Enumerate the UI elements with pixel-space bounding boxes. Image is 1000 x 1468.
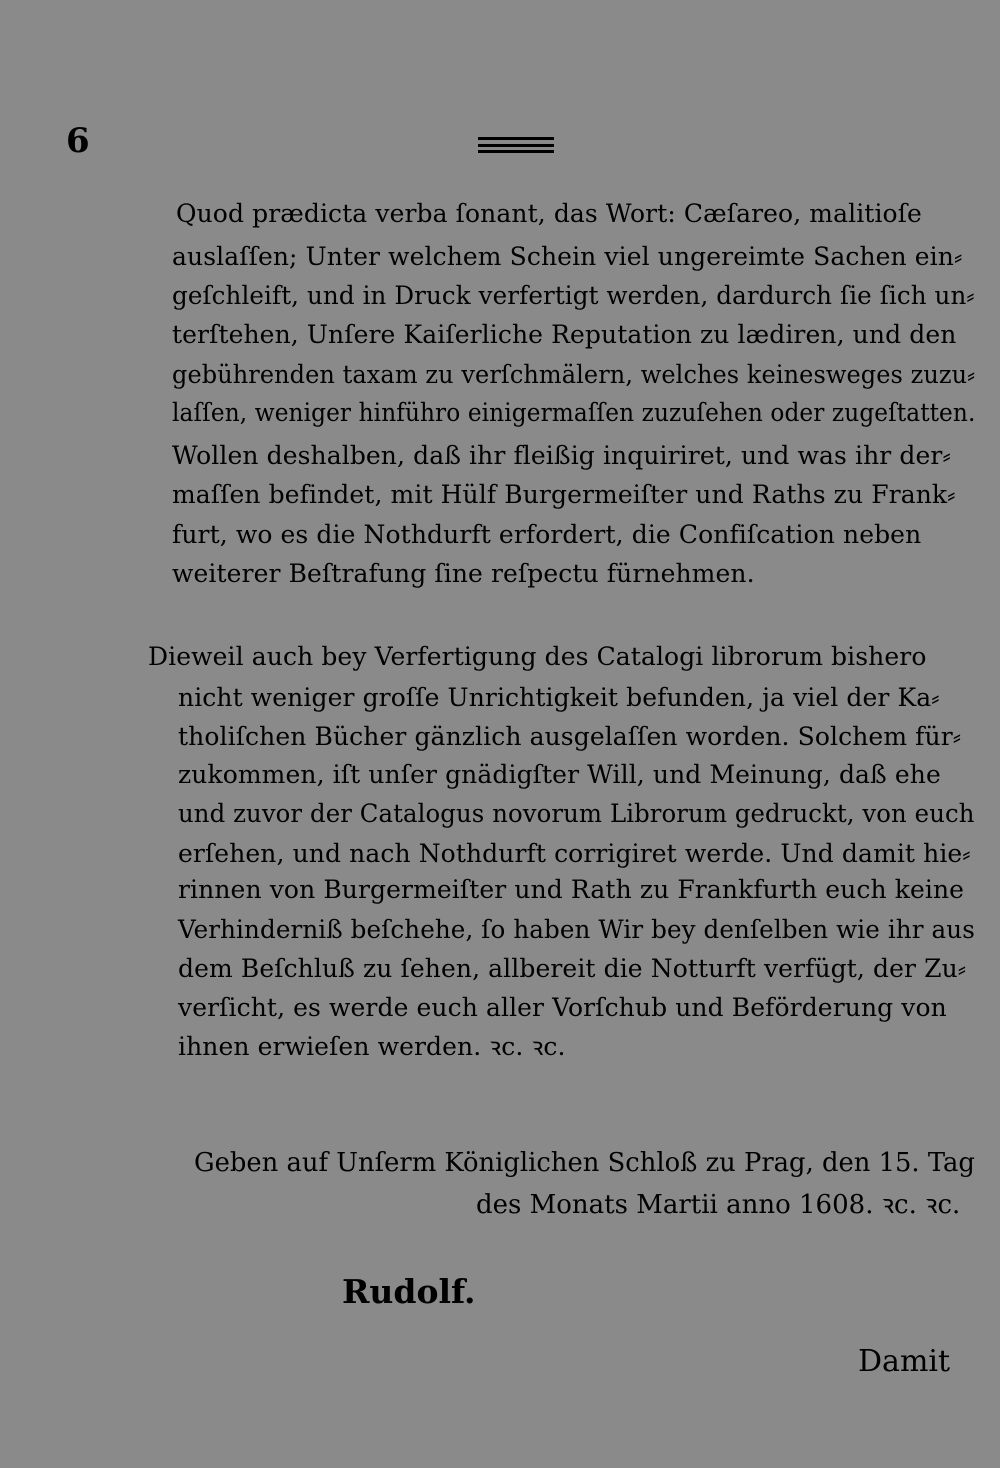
text-line: erſehen, und nach Nothdurft corrigiret werde. Und damit hie⸗ [178, 839, 971, 868]
text-line: Wollen deshalben, daß ihr fleißig inquiriret, und was ihr der⸗ [172, 441, 951, 470]
text-line: geſchleift, und in Druck verfertigt werden, dardurch ſie ſich un⸗ [172, 281, 975, 310]
text-line: auslaſſen; Unter welchem Schein viel ungereimte Sachen ein⸗ [172, 242, 963, 271]
text-line: rinnen von Burgermeiſter und Rath zu Frankfurth euch keine [178, 875, 965, 904]
dating-line: des Monats Martii anno 1608. ꝛc. ꝛc. [476, 1190, 961, 1220]
ornament-rule-middle [478, 144, 554, 147]
text-line: tholiſchen Bücher gänzlich ausgelaſſen worden. Solchem für⸗ [178, 722, 962, 751]
text-line: laſſen, weniger hinführo einigermaſſen zuzuſehen oder zugeſtatten. [172, 398, 976, 427]
text-line: weiterer Beſtrafung ſine reſpectu fürnehmen. [172, 559, 755, 588]
text-line: zukommen, iſt unſer gnädigſter Will, und Meinung, daß ehe [178, 760, 941, 789]
text-line: gebührenden taxam zu verſchmälern, welches keinesweges zuzu⸗ [172, 360, 976, 389]
text-line: terſtehen, Unſere Kaiſerliche Reputation zu lædiren, und den [172, 320, 957, 349]
text-line: nicht weniger groſſe Unrichtigkeit befunden, ja viel der Ka⸗ [178, 683, 940, 712]
ornament-rule-bottom [478, 150, 554, 153]
text-line: ihnen erwieſen werden. ꝛc. ꝛc. [178, 1032, 566, 1061]
text-line: dem Beſchluß zu ſehen, allbereit die Notturft verfügt, der Zu⸗ [178, 954, 967, 983]
ornament-rule-top [478, 137, 554, 140]
text-line: Dieweil auch bey Verfertigung des Catalogi librorum bishero [148, 642, 927, 671]
text-line: verſicht, es werde euch aller Vorſchub und Beförderung von [178, 993, 947, 1022]
text-line: Quod prædicta verba ſonant, das Wort: Cæſareo, malitioſe [176, 199, 922, 228]
header-ornament [478, 137, 554, 154]
catchword: Damit [858, 1344, 951, 1379]
dating-line: Geben auf Unſerm Königlichen Schloß zu Prag, den 15. Tag [194, 1148, 975, 1178]
text-line: und zuvor der Catalogus novorum Librorum gedruckt, von euch [178, 799, 975, 828]
signature: Rudolf. [342, 1272, 476, 1311]
text-line: furt, wo es die Nothdurft erfordert, die Confiſcation neben [172, 520, 922, 549]
text-line: Verhinderniß beſchehe, ſo haben Wir bey denſelben wie ihr aus [178, 915, 975, 944]
page-number: 6 [66, 121, 90, 161]
text-line: maſſen befindet, mit Hülf Burgermeiſter und Raths zu Frank⸗ [172, 480, 956, 509]
